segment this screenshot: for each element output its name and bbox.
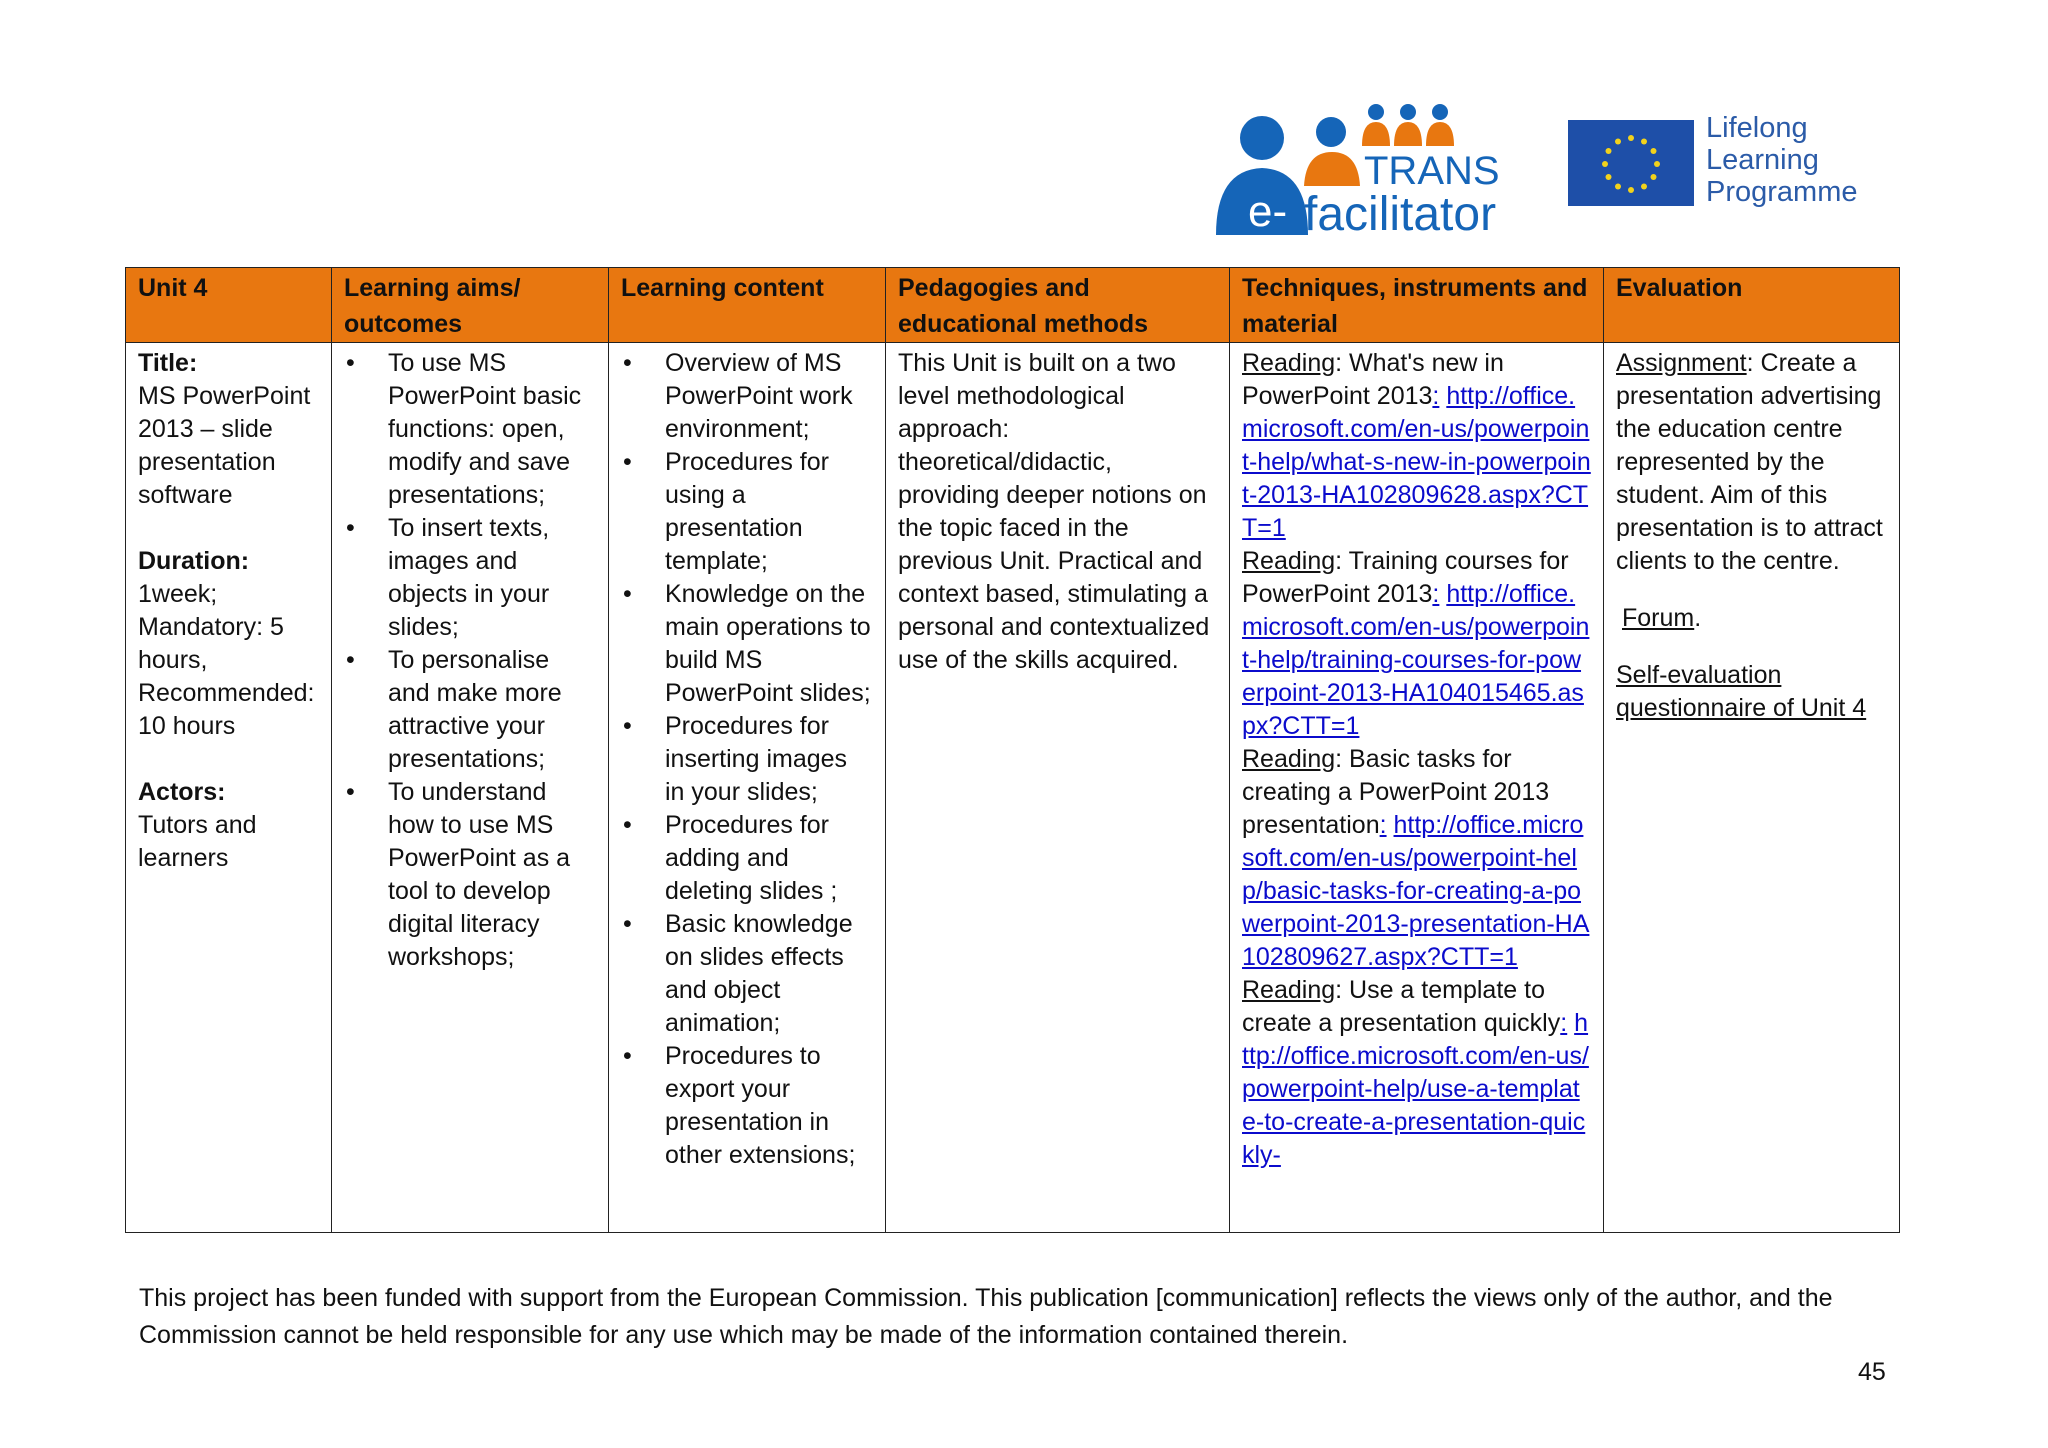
- eu-programme-text: [1706, 112, 1906, 208]
- page-number: 45: [1858, 1358, 1886, 1386]
- spacer: [138, 743, 319, 776]
- logo-orange-person-icon: [1304, 152, 1360, 186]
- reading-title: : What's new in PowerPoint 2013: [1242, 349, 1504, 410]
- list-item: • Procedures for inserting images in your slides;: [665, 710, 873, 809]
- logo-small-body-icon: [1362, 122, 1390, 146]
- aims-list: [344, 347, 596, 974]
- duration-value: 1week; Mandatory: 5 hours, Recommended: 10 hours: [138, 580, 315, 740]
- reading-title: : Use a template to create a presentation quickly: [1242, 976, 1561, 1037]
- eu-lifelong-learning-logo: [1568, 112, 1898, 218]
- list-item: • Procedures to export your presentation in other extensions;: [665, 1040, 873, 1172]
- list-item: • To use MS PowerPoint basic functions: open, modify and save presentations;: [388, 347, 596, 512]
- spacer: [138, 512, 319, 545]
- list-item: • Knowledge on the main operations to build MS PowerPoint slides;: [665, 578, 873, 710]
- eu-stars-icon: [1568, 120, 1694, 206]
- logo-e-prefix: e-: [1248, 187, 1288, 236]
- reading-title: : Basic tasks for creating a PowerPoint 2013 presentation: [1242, 745, 1550, 839]
- header-pedagogies: Pedagogies and educational methods: [886, 268, 1230, 343]
- unit-info-cell: [126, 343, 332, 1233]
- reading-colon-link[interactable]: :: [1560, 1009, 1568, 1037]
- header-evaluation: Evaluation: [1604, 268, 1900, 343]
- eu-line-1: Lifelong: [1706, 112, 1808, 144]
- evaluation-cell: [1604, 343, 1900, 1233]
- resource-item: [1242, 974, 1591, 1172]
- reading-label: Reading: [1242, 745, 1336, 773]
- assignment-block: [1616, 347, 1887, 578]
- resource-item: [1242, 743, 1591, 974]
- list-item: • To personalise and make more attractive your presentations;: [388, 644, 596, 776]
- reading-label: Reading: [1242, 976, 1336, 1004]
- header-techniques: Techniques, instruments and material: [1230, 268, 1604, 343]
- eu-line-3: Programme: [1706, 176, 1858, 208]
- logo-small-head-icon: [1400, 104, 1416, 120]
- eu-flag-icon: [1568, 120, 1694, 206]
- list-item: • Procedures for adding and deleting slides ;: [665, 809, 873, 908]
- trans-efacilitator-logo: [1208, 100, 1500, 240]
- learning-content-cell: [609, 343, 886, 1233]
- reading-url-link[interactable]: http://office.microsoft.com/en-us/powerpoint-help/what-s-new-in-powerpoint-2013-HA102809628.aspx?CTT=1: [1242, 382, 1591, 542]
- actors-value: Tutors and learners: [138, 811, 257, 872]
- header-unit: Unit 4: [126, 268, 332, 343]
- logo-small-head-icon: [1432, 104, 1448, 120]
- pedagogies-text: This Unit is built on a two level methodological approach: theoretical/didactic, providing deeper notions on the topic faced in the previous Unit. Practical and context based, stimulating a personal and contextualized use of the skills acquired.: [898, 349, 1210, 674]
- techniques-cell: [1230, 343, 1604, 1233]
- logo-small-head-icon: [1368, 104, 1384, 120]
- forum-block: [1616, 602, 1887, 635]
- table-row: [126, 343, 1900, 1233]
- forum-link[interactable]: Forum: [1622, 604, 1695, 632]
- header-learning-content: Learning content: [609, 268, 886, 343]
- reading-colon-link[interactable]: :: [1432, 382, 1440, 410]
- resource-item: [1242, 545, 1591, 743]
- trans-logo-graphic: [1208, 100, 1500, 240]
- list-item: • Basic knowledge on slides effects and object animation;: [665, 908, 873, 1040]
- self-eval-block: [1616, 659, 1887, 725]
- reading-colon-link[interactable]: :: [1432, 580, 1440, 608]
- funding-disclaimer: This project has been funded with support from the European Commission. This publication [communication] reflects the views only of the author, and the Commission cannot be held responsible for any use which may be made of the information contained therein.: [139, 1284, 1833, 1349]
- logo-person-head-icon: [1316, 117, 1346, 147]
- actors-label: Actors:: [138, 778, 226, 806]
- list-item: • Procedures for using a presentation template;: [665, 446, 873, 578]
- learning-aims-cell: [332, 343, 609, 1233]
- assignment-label: Assignment: [1616, 349, 1747, 377]
- list-item: • Overview of MS PowerPoint work environment;: [665, 347, 873, 446]
- pedagogies-cell: [886, 343, 1230, 1233]
- reading-label: Reading: [1242, 349, 1336, 377]
- list-item: • To understand how to use MS PowerPoint as a tool to develop digital literacy workshops;: [388, 776, 596, 974]
- logo-person-head-icon: [1240, 116, 1284, 160]
- reading-label: Reading: [1242, 547, 1336, 575]
- logo-facilitator-text: facilitator: [1304, 188, 1497, 240]
- logo-trans-text: TRANS: [1364, 149, 1500, 193]
- reading-url-link[interactable]: http://office.microsoft.com/en-us/powerpoint-help/basic-tasks-for-creating-a-powerpoint-2013-presentation-HA102809627.aspx?CTT=1: [1242, 811, 1590, 971]
- reading-url-link[interactable]: http://office.microsoft.com/en-us/powerpoint-help/training-courses-for-powerpoint-2013-HA104015465.aspx?CTT=1: [1242, 580, 1590, 740]
- content-list: [621, 347, 873, 1172]
- list-item: • To insert texts, images and objects in your slides;: [388, 512, 596, 644]
- table-header-row: [126, 268, 1900, 343]
- logo-small-body-icon: [1394, 122, 1422, 146]
- reading-url-link[interactable]: http://office.microsoft.com/en-us/powerpoint-help/use-a-template-to-create-a-presentation-quickly-: [1242, 1009, 1589, 1169]
- title-label: Title:: [138, 349, 198, 377]
- assignment-text: : Create a presentation advertising the education centre represented by the student. Aim of this presentation is to attract clients to the centre.: [1616, 349, 1883, 575]
- eu-line-2: Learning: [1706, 144, 1819, 176]
- self-evaluation-link[interactable]: Self-evaluation questionnaire of Unit 4: [1616, 661, 1867, 722]
- reading-title: : Training courses for PowerPoint 2013: [1242, 547, 1569, 608]
- resource-item: [1242, 347, 1591, 545]
- header-learning-aims: Learning aims/ outcomes: [332, 268, 609, 343]
- unit-table: [125, 267, 1900, 1233]
- logo-small-body-icon: [1426, 122, 1454, 146]
- reading-colon-link[interactable]: :: [1379, 811, 1387, 839]
- duration-label: Duration:: [138, 547, 250, 575]
- forum-suffix: .: [1694, 604, 1702, 632]
- title-value: MS PowerPoint 2013 – slide presentation software: [138, 382, 311, 509]
